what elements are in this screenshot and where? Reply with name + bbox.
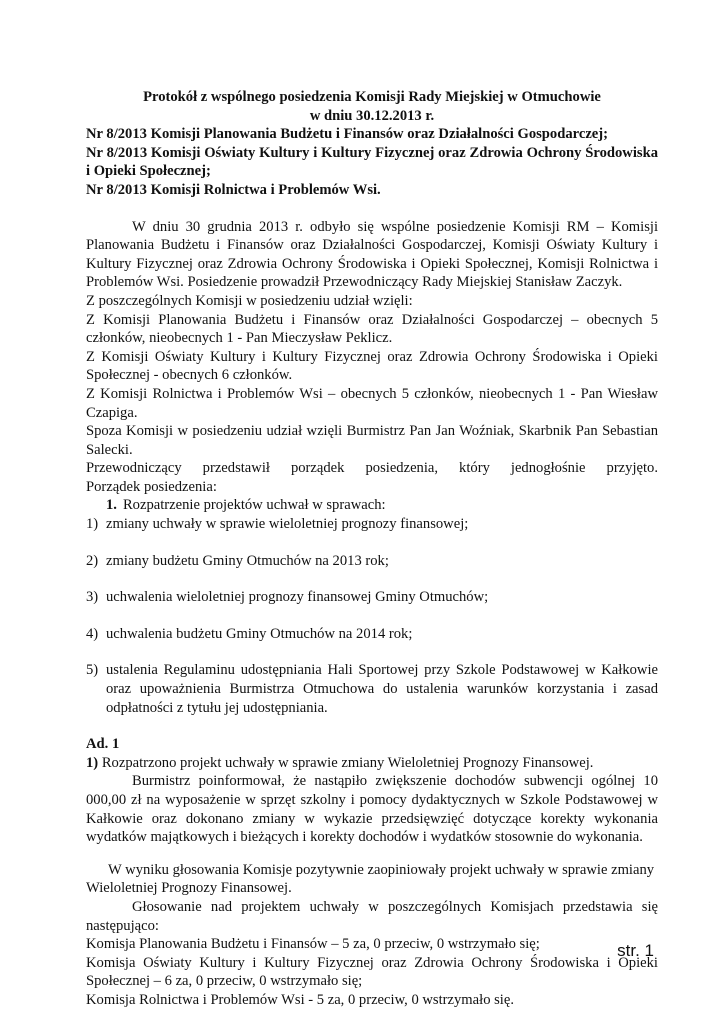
spacer bbox=[86, 570, 658, 588]
agenda-heading-number: 1. bbox=[106, 497, 117, 514]
agenda-item-number: 1) bbox=[86, 516, 99, 533]
agenda-item-text: zmiany budżetu Gminy Otmuchów na 2013 rok; bbox=[106, 552, 389, 569]
ad1-point-text: Rozpatrzono projekt uchwały w sprawie zmiany Wieloletniej Prognozy Finansowej. bbox=[101, 754, 594, 771]
ad1-mayor-info: Burmistrz poinformował, że nastąpiło zwiększenie dochodów subwencji ogólnej 10 000,00 zł na wyposażenie w sprzęt szkolny i pomocy dydaktycznych w Szkole Podstawowej w Kałkowie oraz dokonano zmiany w wykazie przedsięwzięć dotyczące korekty wykonania wydatków majątkowych i bieżących i korekty dochodów i wydatków stosownie do wykonania. bbox=[86, 773, 658, 846]
commission-3: Nr 8/2013 Komisji Rolnictwa i Problemów Wsi. bbox=[86, 181, 381, 198]
intro-paragraph: W dniu 30 grudnia 2013 r. odbyło się wspólne posiedzenie Komisji RM – Komisji Planowania Budżetu i Finansów oraz Działalności Gospodarczej, Komisji Oświaty Kultury i Kultury Fizycznej oraz Zdrowia Ochrony Środowiska i Opieki Społecznej, Komisji Rolnictwa i Problemów Wsi. Posiedzenie prowadził Przewodniczący Rady Miejskiej Stanisław Zaczyk. bbox=[86, 218, 658, 291]
spacer bbox=[86, 534, 658, 552]
agenda-item bbox=[86, 588, 658, 607]
agenda-item bbox=[86, 515, 658, 534]
ad1-vote-commission-2: Komisja Oświaty Kultury i Kultury Fizycznej oraz Zdrowia Ochrony Środowiska i Opieki Społecznej – 6 za, 0 przeciw, 0 wstrzymało się; bbox=[86, 954, 658, 990]
attendance-heading: Z poszczególnych Komisji w posiedzeniu udział wzięli: bbox=[86, 292, 413, 309]
attendance-commission-2: Z Komisji Oświaty Kultury i Kultury Fizycznej oraz Zdrowia Ochrony Środowiska i Opieki Społecznej - obecnych 6 członków. bbox=[86, 348, 658, 384]
spacer bbox=[86, 717, 658, 735]
agenda-item-number: 2) bbox=[86, 552, 99, 569]
attendance-commission-3: Z Komisji Rolnictwa i Problemów Wsi – obecnych 5 członków, nieobecnych 1 - Pan Wiesław Czapiga. bbox=[86, 385, 658, 421]
document-page bbox=[86, 88, 658, 1010]
document-date: w dniu 30.12.2013 r. bbox=[309, 107, 435, 124]
agenda-item bbox=[86, 552, 658, 571]
ad1-point-number: 1) bbox=[86, 754, 99, 771]
agenda-adopted: Przewodniczący przedstawił porządek posiedzenia, który jednogłośnie przyjęto. bbox=[86, 460, 658, 477]
document-title: Protokół z wspólnego posiedzenia Komisji Rady Miejskiej w Otmuchowie bbox=[143, 89, 601, 105]
agenda-item-number: 5) bbox=[86, 662, 99, 679]
spacer bbox=[86, 643, 658, 661]
spacer bbox=[86, 847, 658, 861]
ad1-vote-result: W wyniku głosowania Komisje pozytywnie zaopiniowały projekt uchwały w sprawie zmiany Wieloletniej Prognozy Finansowej. bbox=[86, 861, 655, 897]
page-number: str. 1 bbox=[617, 941, 654, 960]
agenda-item-text: uchwalenia budżetu Gminy Otmuchów na 2014 rok; bbox=[106, 625, 413, 642]
spacer bbox=[86, 607, 658, 625]
agenda-item-text: uchwalenia wieloletniej prognozy finansowej Gminy Otmuchów; bbox=[106, 589, 489, 606]
agenda-item-number: 4) bbox=[86, 625, 99, 642]
agenda-heading-text: Rozpatrzenie projektów uchwał w sprawach: bbox=[122, 497, 386, 514]
ad1-heading: Ad. 1 bbox=[86, 736, 120, 753]
guests-paragraph: Spoza Komisji w posiedzeniu udział wzięli Burmistrz Pan Jan Woźniak, Skarbnik Pan Sebastian Salecki. bbox=[86, 423, 658, 458]
agenda-item-text: ustalenia Regulaminu udostępniania Hali Sportowej przy Szkole Podstawowej w Kałkowie oraz upoważnienia Burmistrza Otmuchowa do ustalenia warunków korzystania i zasad odpłatności z tytułu jej udostępniania. bbox=[106, 662, 658, 716]
spacer bbox=[86, 200, 658, 218]
agenda-item-number: 3) bbox=[86, 589, 99, 606]
commission-1: Nr 8/2013 Komisji Planowania Budżetu i Finansów oraz Działalności Gospodarczej; bbox=[86, 126, 608, 143]
ad1-vote-intro: Głosowanie nad projektem uchwały w poszczególnych Komisjach przedstawia się następująco: bbox=[86, 898, 658, 934]
agenda-label: Porządek posiedzenia: bbox=[86, 478, 217, 495]
ad1-vote-commission-3: Komisja Rolnictwa i Problemów Wsi - 5 za, 0 przeciw, 0 wstrzymało się. bbox=[86, 991, 514, 1008]
agenda-item bbox=[86, 625, 658, 644]
commission-2: Nr 8/2013 Komisji Oświaty Kultury i Kultury Fizycznej oraz Zdrowia Ochrony Środowiska i Opieki Społecznej; bbox=[86, 144, 658, 180]
agenda-item-text: zmiany uchwały w sprawie wieloletniej prognozy finansowej; bbox=[106, 516, 469, 533]
agenda-item bbox=[86, 661, 658, 717]
ad1-point bbox=[86, 754, 658, 773]
attendance-commission-1: Z Komisji Planowania Budżetu i Finansów oraz Działalności Gospodarczej – obecnych 5 członków, nieobecnych 1 - Pan Mieczysław Peklicz. bbox=[86, 311, 658, 347]
agenda-heading bbox=[86, 496, 658, 515]
ad1-vote-commission-1: Komisja Planowania Budżetu i Finansów – 5 za, 0 przeciw, 0 wstrzymało się; bbox=[86, 936, 540, 953]
